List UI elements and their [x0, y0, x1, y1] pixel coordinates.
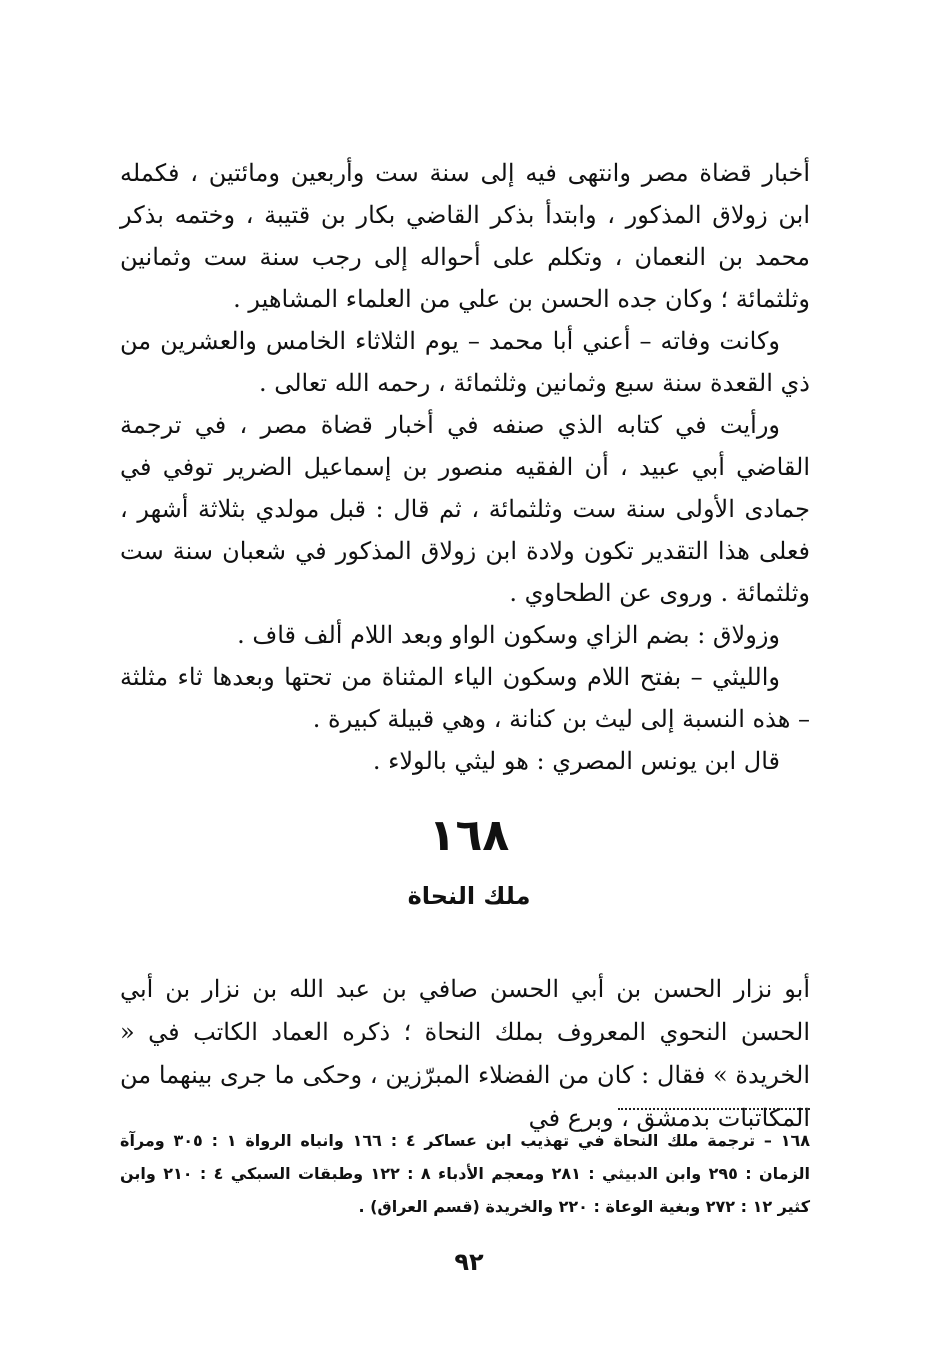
main-text-top — [120, 152, 810, 782]
paragraph-6: قال ابن يونس المصري : هو ليثي بالولاء . — [372, 747, 780, 775]
footnote: ١٦٨ – ترجمة ملك النحاة في تهذيب ابن عساكر ٤ : ١٦٦ وانباه الرواة ١ : ٣٠٥ ومرآة الزمان : ٢٩٥ وابن الدبيثي : ٢٨١ ومعجم الأدباء ٨ : ١٢٢ وطبقات السبكي ٤ : ٢١٠ وابن كثير ١٢ : ٢٧٢ وبغية الوعاة : ٢٢٠ والخريدة (قسم العراق) . — [120, 1131, 811, 1216]
paragraph-2: وكانت وفاته – أعني أبا محمد – يوم الثلاثاء الخامس والعشرين من ذي القعدة سنة سبع وثمانين وثلثمائة ، رحمه الله تعالى . — [120, 327, 810, 397]
paragraph-5: والليثي – بفتح اللام وسكون الياء المثناة من تحتها وبعدها ثاء مثلثة – هذه النسبة إلى ليث بن كنانة ، وهي قبيلة كبيرة . — [120, 663, 810, 733]
main-text-bottom — [120, 968, 810, 1140]
entry-paragraph: أبو نزار الحسن بن أبي الحسن صافي بن عبد الله بن نزار بن أبي الحسن النحوي المعروف بملك النحاة ؛ ذكره العماد الكاتب في « الخريدة » فقال : كان من الفضلاء المبرّزين ، وحكى ما جرى بينهما من المكاتبات بدمشق ، وبرع في — [120, 975, 810, 1132]
paragraph-4: وزولاق : بضم الزاي وسكون الواو وبعد اللام ألف قاف . — [237, 621, 780, 649]
entry-number-heading: ١٦٨ — [428, 810, 510, 861]
footnote-divider — [618, 1108, 810, 1110]
paragraph-3: ورأيت في كتابه الذي صنفه في أخبار قضاة مصر ، في ترجمة القاضي أبي عبيد ، أن الفقيه منصور بن إسماعيل الضرير توفي في جمادى الأولى سنة ست وثلثمائة ، ثم قال : قبل مولدي بثلاثة أشهر ، فعلى هذا التقدير تكون ولادة ابن زولاق المذكور في شعبان سنة ست وثلثمائة . وروى عن الطحاوي . — [120, 411, 810, 607]
page-number: ٩٢ — [454, 1248, 484, 1276]
entry-title-heading: ملك النحاة — [407, 882, 531, 910]
paragraph-1: أخبار قضاة مصر وانتهى فيه إلى سنة ست وأربعين ومائتين ، فكمله ابن زولاق المذكور ، وابتدأ بذكر القاضي بكار بن قتيبة ، وختمه بذكر محمد بن النعمان ، وتكلم على أحواله إلى رجب سنة ست وثمانين وثلثمائة ؛ وكان جده الحسن بن علي من العلماء المشاهير . — [120, 159, 810, 313]
